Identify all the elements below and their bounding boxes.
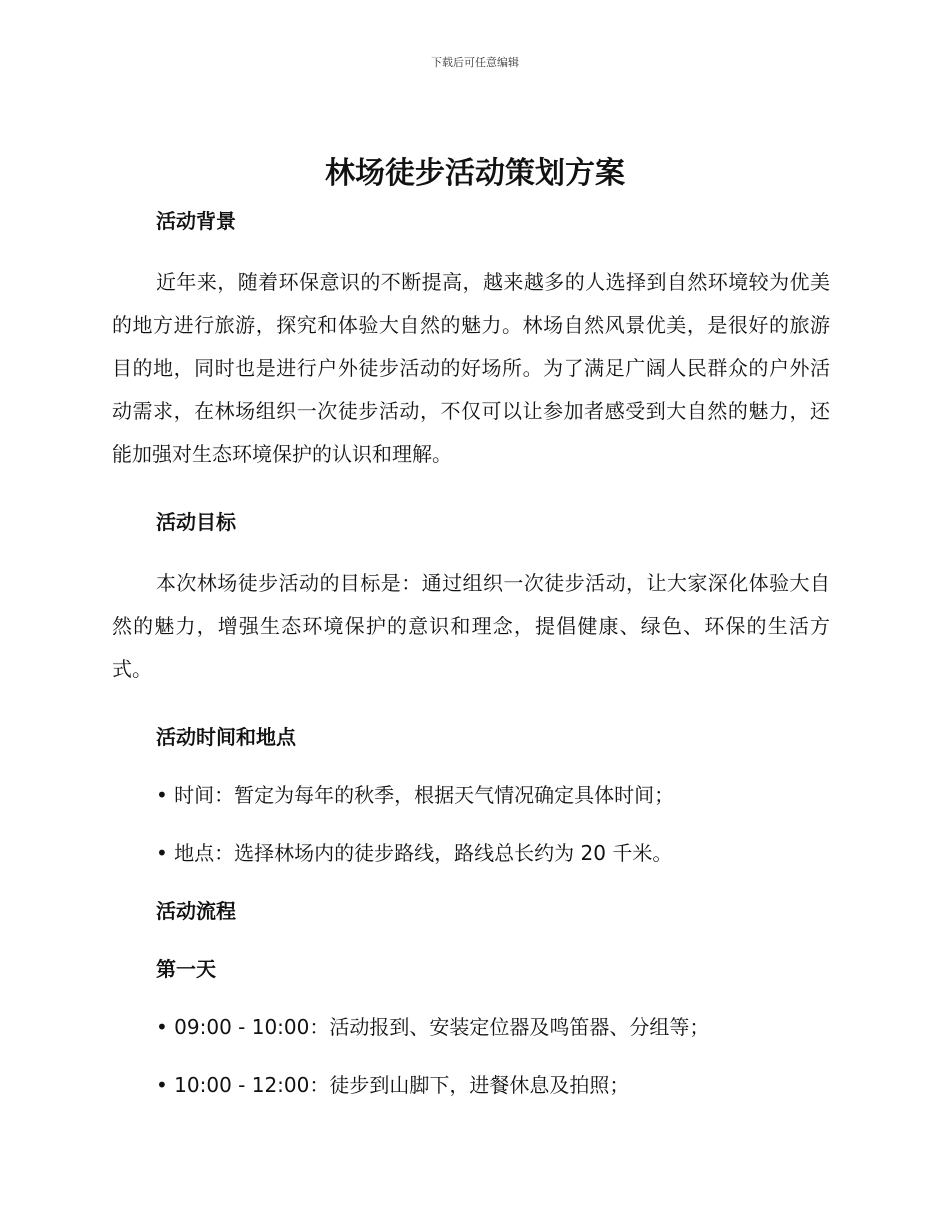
bullet-time: • 时间：暂定为每年的秋季，根据天气情况确定具体时间； [156, 783, 675, 807]
document-title: 林场徒步活动策划方案 [325, 156, 625, 191]
goals-paragraph: 本次林场徒步活动的目标是：通过组织一次徒步活动，让大家深化体验大自然的魅力，增强生态环境保护的意识和理念，提倡健康、绿色、环保的生活方式。 [112, 571, 830, 681]
section-heading-time-place: 活动时间和地点 [156, 725, 296, 749]
page-header-note: 下载后可任意编辑 [431, 56, 519, 69]
section-heading-goals: 活动目标 [156, 510, 236, 534]
section-heading-process: 活动流程 [156, 899, 236, 923]
section-heading-background: 活动背景 [156, 209, 236, 233]
subheading-day-one: 第一天 [156, 957, 216, 981]
schedule-item: • 10:00 - 12:00：徒步到山脚下，进餐休息及拍照； [156, 1073, 630, 1097]
document-body [112, 203, 830, 1103]
bullet-place: • 地点：选择林场内的徒步路线，路线总长约为 20 千米。 [156, 841, 673, 865]
background-paragraph: 近年来，随着环保意识的不断提高，越来越多的人选择到自然环境较为优美的地方进行旅游，探究和体验大自然的魅力。林场自然风景优美，是很好的旅游目的地，同时也是进行户外徒步活动的好场所。为了满足广阔人民群众的户外活动需求，在林场组织一次徒步活动，不仅可以让参加者感受到大自然的魅力，还能加强对生态环境保护的认识和理解。 [112, 270, 830, 466]
schedule-item: • 09:00 - 10:00：活动报到、安装定位器及鸣笛器、分组等； [156, 1015, 710, 1039]
